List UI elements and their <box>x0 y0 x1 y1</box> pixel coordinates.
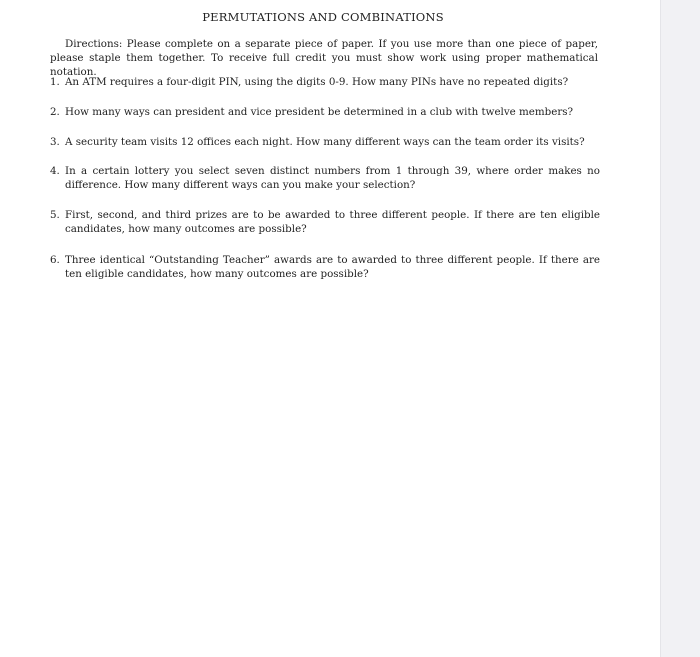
question-text: In a certain lottery you select seven distinct numbers from 1 through 39, where order makes no difference. How many different ways can you make your selection? <box>65 165 600 191</box>
question-number: 5. <box>50 209 60 221</box>
question-text: An ATM requires a four-digit PIN, using the digits 0-9. How many PINs have no repeated digits? <box>65 76 569 88</box>
question-list <box>50 75 600 281</box>
directions-paragraph: Directions: Please complete on a separate piece of paper. If you use more than one piece of paper, please staple them together. To receive full credit you must show work using proper mathematical notation. <box>50 38 598 78</box>
document-title: PERMUTATIONS AND COMBINATIONS <box>202 10 444 24</box>
viewer-right-gutter <box>660 0 700 657</box>
question-item <box>50 253 600 281</box>
question-number: 4. <box>50 165 60 177</box>
question-text: How many ways can president and vice president be determined in a club with twelve members? <box>65 106 574 118</box>
question-item <box>50 75 600 89</box>
question-item <box>50 164 600 192</box>
question-number: 1. <box>50 76 60 88</box>
question-number: 3. <box>50 136 60 148</box>
question-item <box>50 105 600 119</box>
question-number: 2. <box>50 106 60 118</box>
question-item <box>50 135 600 149</box>
question-text: Three identical “Outstanding Teacher” awards are to awarded to three different people. If there are ten eligible candidates, how many outcomes are possible? <box>65 254 600 280</box>
question-text: First, second, and third prizes are to be awarded to three different people. If there are ten eligible candidates, how many outcomes are possible? <box>65 209 600 235</box>
question-item <box>50 208 600 236</box>
question-text: A security team visits 12 offices each night. How many different ways can the team order its visits? <box>65 136 585 148</box>
question-number: 6. <box>50 254 60 266</box>
